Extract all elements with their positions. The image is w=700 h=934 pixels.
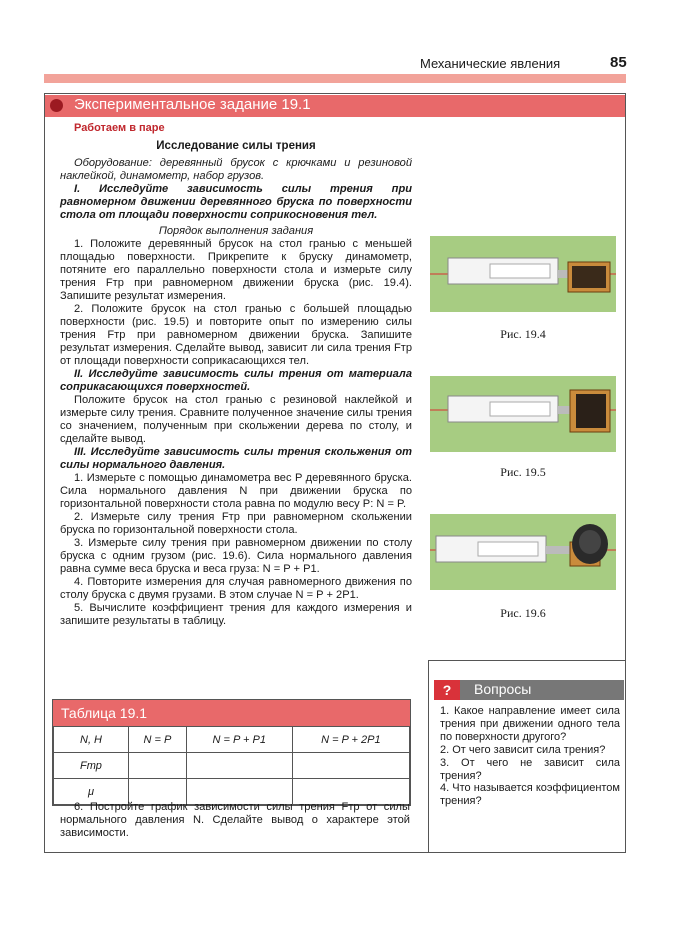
question-mark-icon: ? (434, 680, 460, 700)
running-header-title: Механические явления (420, 56, 561, 71)
part3-step-3: 3. Измерьте силу трения при равномерном движении по столу бруска с одним грузом (рис. 19.6). Сила нормального давления равна сумме веса бруска и веса груза: N = P + P1. (60, 537, 412, 575)
question-item: 4. Что называется коэффициентом трения? (440, 782, 620, 808)
pair-label: Работаем в паре (74, 122, 165, 134)
part-3-heading: III. Исследуйте зависимость силы трения скольжения от силы нормального давления. (60, 446, 412, 471)
table-header-cell: N = P + 2P1 (292, 727, 409, 753)
table-cell (129, 753, 187, 779)
page-number: 85 (610, 54, 627, 71)
table-cell (292, 753, 409, 779)
figure-19-6-caption: Рис. 19.6 (500, 606, 546, 620)
table-header-cell: N = P + P1 (186, 727, 292, 753)
figure-19-5-caption: Рис. 19.5 (500, 465, 546, 479)
part-2-heading: II. Исследуйте зависимость силы трения от материала соприкасающихся поверхностей. (60, 368, 412, 393)
order-heading: Порядок выполнения задания (158, 225, 314, 237)
header-rule (44, 74, 626, 83)
figure-19-4-photo (430, 236, 616, 312)
dynamometer-block-illustration (430, 376, 616, 452)
step-1: 1. Положите деревянный брусок на стол гранью с меньшей площадью поверхности. Прикрепите к бруску динамометр, потяните его параллельно поверхности стола и измерьте силу трения Fтр при равномерном движении бруска (рис. 19.4). Запишите результат измерения. (60, 238, 412, 302)
part3-step-2: 2. Измерьте силу трения Fтр при равномерном скольжении бруска по горизонтальной поверхности стола. (60, 511, 412, 536)
study-title: Исследование силы трения (156, 140, 316, 152)
question-item: 2. От чего зависит сила трения? (440, 743, 606, 756)
table-row (54, 753, 410, 779)
dynamometer-block-weight-illustration (430, 514, 616, 590)
table-header-cell: N = P (129, 727, 187, 753)
table-header-cell: N, Н (54, 727, 129, 753)
bullet-dot-icon (50, 99, 63, 112)
table-title: Таблица 19.1 (53, 700, 410, 726)
table-cell (186, 753, 292, 779)
results-table (53, 726, 410, 805)
question-item: 3. От чего не зависит сила трения? (440, 756, 620, 782)
step-2: 2. Положите брусок на стол гранью с большей площадью поверхности (рис. 19.5) и повторите опыт по измерению силы трения Fтр при равномерном движении бруска. Запишите результат измерения. Сделайте вывод, зависит ли сила трения Fтр от площади поверхности соприкасающихся тел. (60, 303, 412, 367)
figure-19-4-caption: Рис. 19.4 (500, 327, 546, 341)
part3-step-6: 6. Постройте график зависимости силы трения Fтр от силы нормального давления N. Сделайте вывод о характере этой зависимости. (60, 801, 410, 839)
questions-list (440, 705, 620, 808)
table-row-label: Fтр (54, 753, 129, 779)
figure-19-5-photo (430, 376, 616, 452)
task-text (60, 122, 412, 628)
task-title: Экспериментальное задание 19.1 (74, 96, 311, 113)
table-header-row (54, 727, 410, 753)
part3-step-5: 5. Вычислите коэффициент трения для каждого измерения и запишите результаты в таблицу. (60, 602, 412, 627)
figure-19-6-photo (430, 514, 616, 590)
table-row-label: μ (54, 779, 129, 805)
question-item: 1. Какое направление имеет сила трения при движении одного тела по поверхности другого? (440, 705, 620, 743)
dynamometer-block-illustration (430, 236, 616, 312)
part3-step-1: 1. Измерьте с помощью динамометра вес P деревянного бруска. Сила нормального давления N при движении бруска по горизонтальной поверхности стола равна по модулю весу P: N = P. (60, 472, 412, 510)
step-material: Положите брусок на стол гранью с резиновой наклейкой и измерьте силу трения. Сравните полученное значение силы трения со значением, полученным при скольжении дерева по столу, и сделайте вывод. (60, 394, 412, 445)
questions-title: Вопросы (474, 681, 532, 697)
part3-step-4: 4. Повторите измерения для случая равномерного движения по столу бруска с двумя грузами. В этом случае N = P + 2P1. (60, 576, 412, 601)
equipment: Оборудование: деревянный брусок с крючками и резиновой наклейкой, динамометр, набор грузов. (60, 157, 412, 182)
part-1-heading: I. Исследуйте зависимость силы трения при равномерном движении деревянного бруска по поверхности стола от площади поверхности соприкосновения тел. (60, 183, 412, 221)
table-19-1 (52, 699, 411, 806)
